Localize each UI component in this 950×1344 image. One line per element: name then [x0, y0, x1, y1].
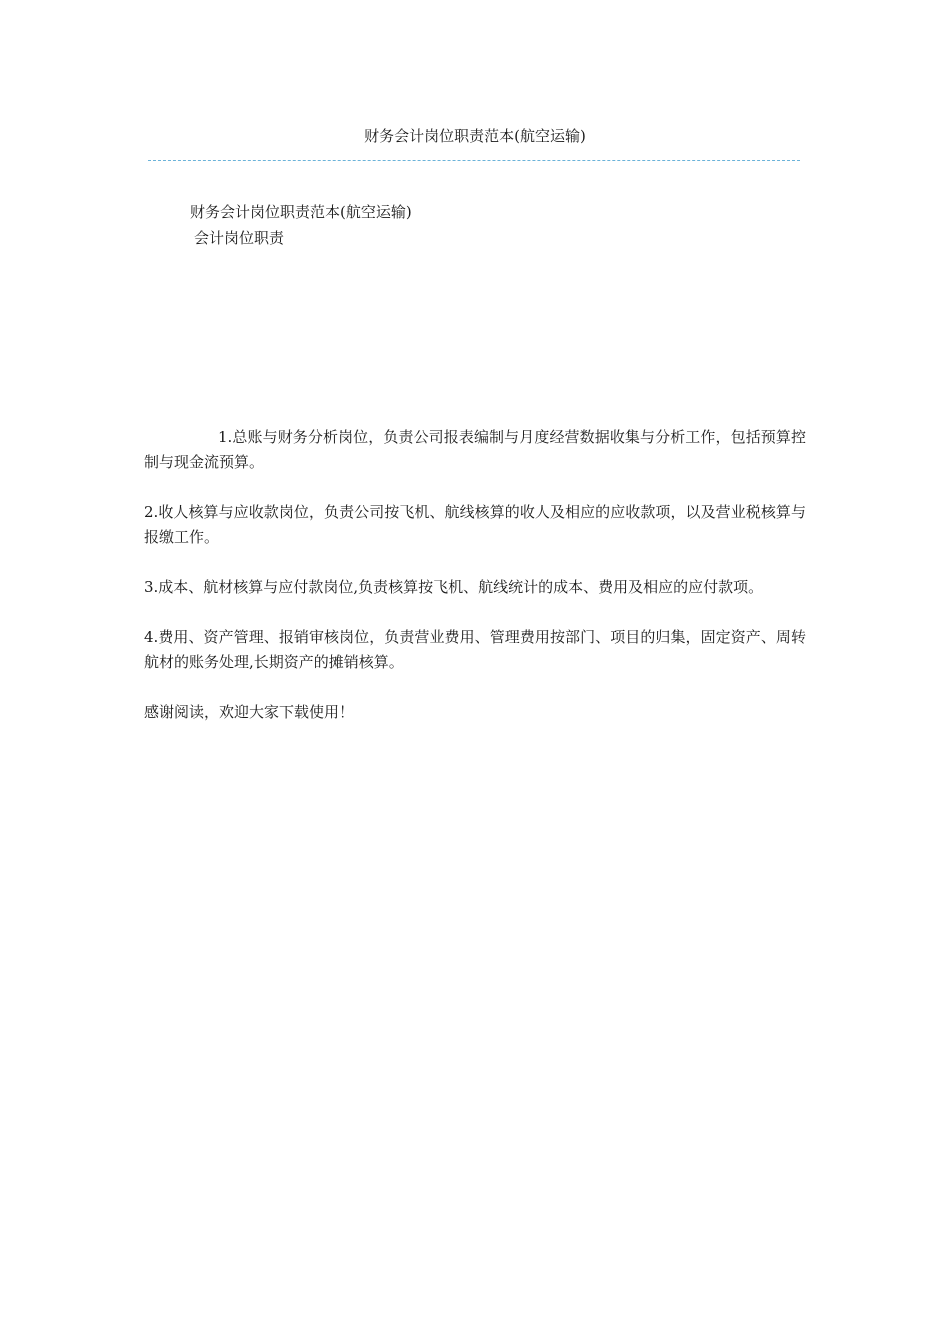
paragraph-3: 3.成本、航材核算与应付款岗位,负责核算按飞机、航线统计的成本、费用及相应的应付款项。 [144, 578, 764, 596]
document-subtitle: 会计岗位职责 [194, 229, 285, 247]
document-body [144, 425, 806, 725]
paragraph-1: 1.总账与财务分析岗位，负责公司报表编制与月度经营数据收集与分析工作，包括预算控制与现金流预算。 [144, 428, 806, 471]
document-title: 财务会计岗位职责范本(航空运输) [190, 203, 412, 221]
header-divider [148, 160, 800, 161]
closing-note: 感谢阅读，欢迎大家下载使用！ [144, 703, 355, 721]
paragraph-4: 4.费用、资产管理、报销审核岗位，负责营业费用、管理费用按部门、项目的归集，固定资产、周转航材的账务处理,长期资产的摊销核算。 [144, 628, 806, 671]
page-header-title: 财务会计岗位职责范本(航空运输) [364, 127, 586, 145]
paragraph-2: 2.收人核算与应收款岗位，负责公司按飞机、航线核算的收人及相应的应收款项，以及营业税核算与报缴工作。 [144, 503, 806, 546]
